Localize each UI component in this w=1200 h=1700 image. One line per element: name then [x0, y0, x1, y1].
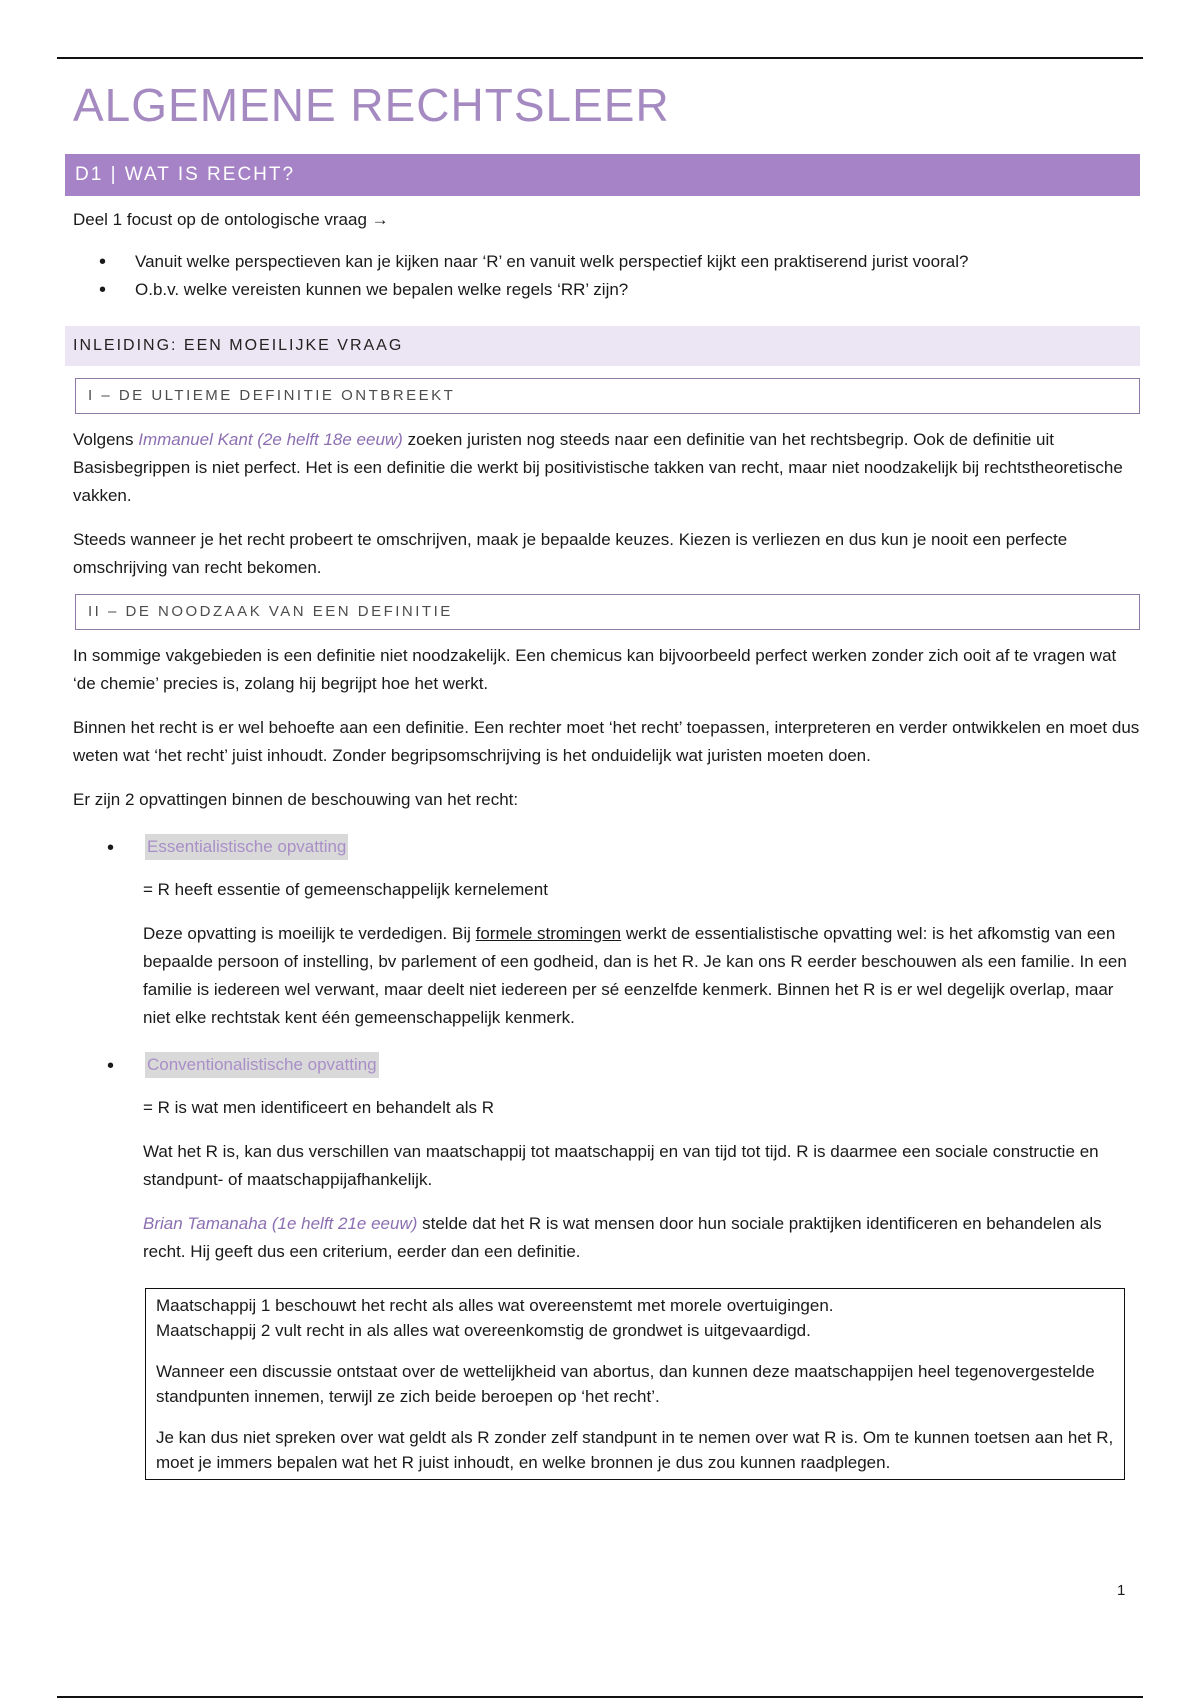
intro-bullets: [65, 248, 1140, 304]
underlined-term: formele stromingen: [475, 924, 622, 943]
page-number: 1: [1117, 1582, 1126, 1599]
option-label: Conventionalistische opvatting: [145, 1052, 379, 1078]
text-span: Volgens: [73, 430, 139, 449]
intro-text: Deel 1 focust op de ontologische vraag →: [73, 210, 389, 229]
example-paragraph: Wanneer een discussie ontstaat over de wettelijkheid van abortus, dan kunnen deze maatschappijen heel tegenovergestelde standpunten innemen, terwijl ze zich beide beroepen op ‘het recht’.: [156, 1362, 1095, 1406]
option-conventionalist: [107, 1052, 1140, 1078]
bottom-rule: [57, 1696, 1143, 1698]
text-span: Deze opvatting is moeilijk te verdedigen. Bij: [143, 924, 476, 943]
paragraph: Steeds wanneer je het recht probeert te omschrijven, maak je bepaalde keuzes. Kiezen is verliezen en dus kun je nooit een perfecte omschrijving van recht bekomen.: [73, 530, 1068, 577]
paragraph: [143, 920, 1140, 1032]
document-title: ALGEMENE RECHTSLEER: [73, 79, 670, 131]
option-essentialist: [107, 834, 1140, 860]
section-heading: INLEIDING: EEN MOEILIJKE VRAAG: [65, 326, 1140, 366]
example-paragraph: Je kan dus niet spreken over wat geldt als R zonder zelf standpunt in te nemen over wat R is. Om te kunnen toetsen aan het R, moet je immers bepalen wat het R juist inhoudt, en welke bronnen je dus zou kunnen raadplegen.: [156, 1428, 1114, 1472]
subsection-heading-2: II – DE NOODZAAK VAN EEN DEFINITIE: [75, 594, 1140, 630]
paragraph: Binnen het recht is er wel behoefte aan een definitie. Een rechter moet ‘het recht’ toepassen, interpreteren en verder ontwikkelen en moet dus weten wat ‘het recht’ juist inhoudt. Zonder begripsomschrijving is het onduidelijk wat juristen moeten doen.: [73, 718, 1140, 765]
text-span: stelde dat het R is wat mensen door hun sociale praktijken identificeren en behandelen als recht. Hij geeft dus een criterium, eerder dan een definitie.: [143, 1214, 1102, 1261]
example-line: Maatschappij 1 beschouwt het recht als alles wat overeenstemt met morele overtuigingen.: [156, 1296, 834, 1315]
chapter-heading: D1 | WAT IS RECHT?: [65, 154, 1140, 196]
example-line: Maatschappij 2 vult recht in als alles wat overeenkomstig de grondwet is uitgevaardigd.: [156, 1321, 811, 1340]
paragraph: In sommige vakgebieden is een definitie niet noodzakelijk. Een chemicus kan bijvoorbeeld perfect werken zonder zich ooit af te vragen wat ‘de chemie’ precies is, zolang hij begrijpt hoe het werkt.: [73, 646, 1117, 693]
list-item: • Vanuit welke perspectieven kan je kijken naar ‘R’ en vanuit welk perspectief kijkt een praktiserend jurist vooral?: [135, 248, 1140, 276]
author-reference: Brian Tamanaha (1e helft 21e eeuw): [143, 1214, 418, 1233]
text-span: zoeken juristen nog steeds naar een definitie van het rechtsbegrip. Ook de definitie uit Basisbegrippen is niet perfect. Het is een definitie die werkt bij positivistische takken van recht, maar niet noodzakelijk bij rechtstheoretische vakken.: [73, 430, 1123, 505]
paragraph: Er zijn 2 opvattingen binnen de beschouwing van het recht:: [73, 790, 519, 809]
paragraph: Wat het R is, kan dus verschillen van maatschappij tot maatschappij en van tijd tot tijd. R is daarmee een sociale constructie en standpunt- of maatschappijafhankelijk.: [143, 1142, 1099, 1189]
definition: = R is wat men identificeert en behandelt als R: [143, 1098, 495, 1117]
definition: = R heeft essentie of gemeenschappelijk kernelement: [143, 880, 548, 899]
example-box: [145, 1288, 1125, 1480]
text-span: werkt de essentialistische opvatting wel: is het afkomstig van een bepaalde persoon of instelling, bv parlement of een godheid, dan is het R. Je kan ons R eerder beschouwen als een familie. In een familie is iedereen wel verwant, maar deelt niet iedereen per sé eenzelfde kenmerk. Binnen het R is er wel degelijk overlap, maar niet elke rechtstak kent één gemeenschappelijk kenmerk.: [143, 924, 1127, 1027]
bullet-icon: •: [107, 837, 115, 859]
page-content: [65, 70, 1140, 1480]
paragraph: [65, 426, 1140, 510]
list-item: • O.b.v. welke vereisten kunnen we bepalen welke regels ‘RR’ zijn?: [135, 276, 1140, 304]
paragraph: [143, 1210, 1140, 1266]
subsection-heading-1: I – DE ULTIEME DEFINITIE ONTBREEKT: [75, 378, 1140, 414]
top-rule: [57, 57, 1143, 59]
bullet-icon: •: [107, 1055, 115, 1077]
author-reference: Immanuel Kant (2e helft 18e eeuw): [138, 430, 403, 449]
option-label: Essentialistische opvatting: [145, 834, 348, 860]
